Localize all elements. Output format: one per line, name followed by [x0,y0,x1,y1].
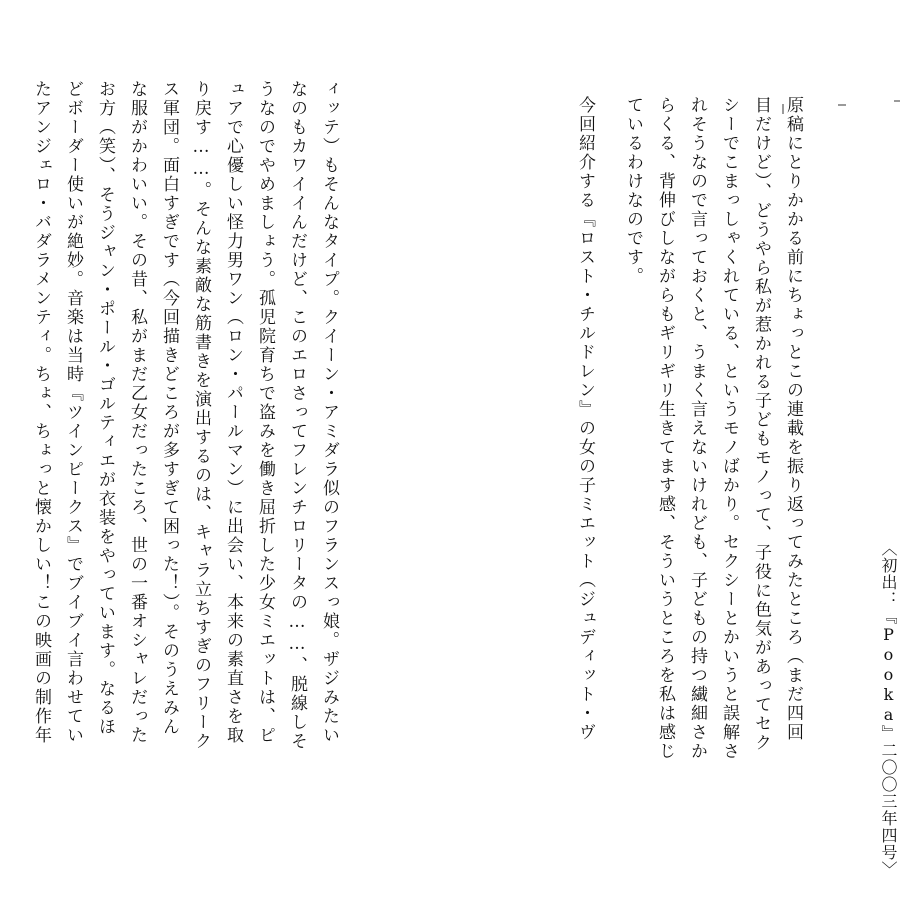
left-page-line-8: お方（笑）、そうジャン・ポール・ゴルティエが衣装をやっています。なるほ [95,80,115,737]
left-page-line-7: な服がかわいい。その昔、私がまだ乙女だったころ、世の一番オシャレだった [127,80,147,745]
right-page-line-7: 今回紹介する『ロスト・チルドレン』の女の子ミエット（ジュディット・ヴ [575,96,595,742]
left-page-line-3: うなのでやめましょう。孤児院育ちで盗みを働き屈折した少女ミエットは、ピ [255,80,275,745]
left-page-line-9: どボーダー使いが絶妙。音楽は当時『ツインピークス』でブイブイ言わせてい [63,80,83,745]
right-page-line-6: ているわけなのです。 [623,96,643,286]
right-page-line-1: 原稿にとりかかる前にちょっとこの連載を振り返ってみたところ（まだ四回 [783,96,803,742]
source-note: 〈初出：『Pooka』二〇〇三年四号〉 [879,540,898,878]
title-fragment-1 [894,100,900,102]
left-page-line-6: ス軍団。面白すぎです（今回描きどころが多すぎて困った！）。そのうえみん [159,80,179,737]
left-page-line-5: り戻す……。そんな素敵な筋書きを演出するのは、キャラ立ちすぎのフリーク [191,80,211,751]
left-page-line-4: ュアで心優しい怪力男ワン（ロン・パールマン）に出会い、本来の素直さを取 [223,80,243,745]
title-fragment-2 [838,104,846,106]
left-page-line-2: なのもカワイイんだけど、このエロさってフレンチロリータの……、脱線しそ [287,80,307,751]
left-page-line-10: たアンジェロ・バダラメンティ。ちょ、ちょっと懐かしい！この映画の制作年 [31,80,51,745]
right-page-line-3: シーでこまっしゃくれている、というモノばかり。セクシーとかいうと誤解さ [719,96,739,761]
left-page-line-1: ィッテ）もそんなタイプ。クイーン・アミダラ似のフランスっ娘。ザジみたい [319,80,339,745]
right-page-line-4: れそうなので言っておくと、うまく言えないけれども、子どもの持つ繊細さか [687,96,707,761]
right-page-line-2: 目だけど）、どうやら私が惹かれる子どもモノって、子役に色気があってセク [751,96,771,753]
right-page-line-5: らくる、背伸びしながらもギリギリ生きてます感、そういうところを私は感じ [655,96,675,761]
